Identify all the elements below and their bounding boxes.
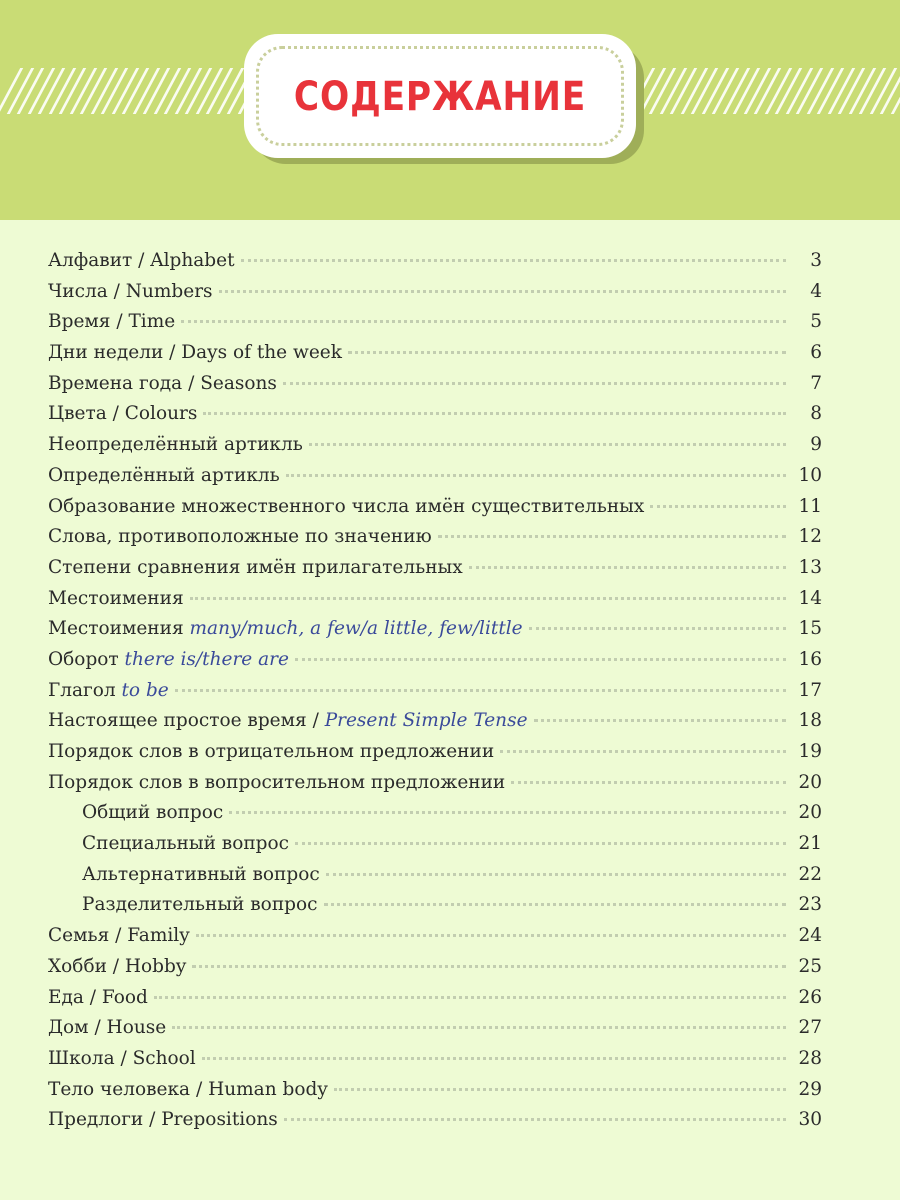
decorative-stripes-right [632, 68, 900, 114]
dot-leader [284, 1118, 786, 1121]
toc-entry [48, 246, 822, 277]
toc-entry [48, 461, 822, 492]
dot-leader [438, 535, 786, 538]
toc-entry [48, 522, 822, 553]
dot-leader [154, 996, 786, 999]
toc-entry-text: Порядок слов в отрицательном предложении [48, 741, 495, 762]
dot-leader [203, 412, 786, 415]
toc-entry-label [48, 737, 494, 768]
toc-page-number: 18 [798, 710, 822, 732]
toc-entry-label [48, 246, 235, 277]
toc-page-number: 7 [810, 372, 822, 394]
dot-leader [469, 566, 786, 569]
toc-entry-italic-term: Present Simple Tense [324, 710, 528, 732]
toc-page-number: 14 [798, 587, 822, 609]
header-band [0, 0, 900, 220]
toc-page-number: 27 [798, 1017, 822, 1039]
toc-entry [48, 676, 822, 707]
toc-entry-label [48, 277, 213, 308]
toc-subentry [48, 798, 822, 829]
toc-entry-label [48, 614, 523, 645]
toc-entry-text: Общий вопрос [82, 802, 224, 824]
dot-leader [529, 627, 786, 630]
dot-leader [295, 658, 786, 661]
toc-entry [48, 369, 822, 400]
dot-leader [324, 903, 787, 906]
toc-page-number: 3 [810, 250, 822, 271]
toc-page-number: 5 [810, 311, 822, 333]
toc-page-number: 20 [798, 771, 822, 793]
toc-entry-text: Еда / Food [48, 986, 148, 1008]
toc-entry [48, 584, 822, 615]
toc-page-number: 29 [798, 1078, 822, 1100]
toc-entry-label [48, 676, 169, 707]
dot-leader [241, 259, 786, 262]
toc-entry [48, 1013, 822, 1044]
dot-leader [326, 873, 786, 876]
toc-entry-label [48, 890, 318, 921]
toc-entry-text: Числа / Numbers [48, 280, 213, 302]
toc-entry-label [48, 798, 223, 829]
toc-entry [48, 1044, 822, 1075]
toc-entry-label [48, 1013, 166, 1044]
toc-entry [48, 553, 822, 584]
toc-entry-text: Порядок слов в вопросительном предложении [48, 771, 506, 793]
toc-page-number: 20 [798, 802, 822, 824]
toc-entry [48, 338, 822, 369]
toc-entry-text: Определённый артикль [48, 464, 280, 486]
toc-entry-label [48, 1105, 278, 1136]
toc-entry-label [48, 768, 505, 799]
toc-entry-label [48, 1075, 328, 1106]
toc-entry-text: Время / Time [48, 311, 176, 333]
toc-entry-text: Времена года / Seasons [48, 372, 277, 394]
toc-entry [48, 768, 822, 799]
toc-entry-text: Настоящее простое время / [48, 710, 325, 732]
dot-leader [196, 934, 786, 937]
toc-entry-text: Степени сравнения имён прилагательных [48, 556, 463, 578]
toc-entry-text: Местоимения [48, 587, 184, 609]
toc-entry-label [48, 983, 148, 1014]
toc-entry-label [48, 492, 644, 523]
toc-page-number: 23 [798, 894, 822, 916]
toc-entry-label [48, 584, 184, 615]
toc-entry-label [48, 645, 289, 676]
dot-leader [286, 474, 786, 477]
toc-page-number: 24 [798, 925, 822, 947]
dot-leader [229, 811, 786, 814]
toc-entry-label [48, 553, 463, 584]
dot-leader [172, 1026, 786, 1029]
toc-subentry [48, 829, 822, 860]
decorative-stripes-left [0, 68, 250, 114]
toc-entry [48, 614, 822, 645]
dot-leader [650, 505, 786, 508]
toc-entry-label [48, 921, 190, 952]
toc-entry-text: Тело человека / Human body [48, 1078, 328, 1100]
toc-page-number: 6 [810, 342, 822, 364]
toc-entry-italic-term: there is/there are [124, 648, 289, 670]
toc-entry [48, 921, 822, 952]
dot-leader [202, 1057, 786, 1060]
toc-entry [48, 737, 822, 768]
toc-entry-text: Семья / Family [48, 925, 190, 947]
toc-entry [48, 1105, 822, 1136]
toc-entry-text: Слова, противоположные по значению [48, 526, 432, 548]
toc-entry-label [48, 1044, 196, 1075]
toc-entry-label [48, 829, 289, 860]
toc-entry [48, 952, 822, 983]
toc-entry [48, 983, 822, 1014]
toc-entry-italic-term: to be [121, 679, 169, 701]
toc-page-number: 15 [798, 618, 822, 640]
toc-page-number: 13 [798, 556, 822, 578]
dot-leader [192, 965, 786, 968]
dot-leader [511, 781, 786, 784]
toc-entry-text: Цвета / Colours [48, 403, 198, 425]
toc-page-number: 16 [798, 648, 822, 670]
toc-page-number: 25 [798, 955, 822, 977]
toc-entry-text: Хобби / Hobby [48, 955, 187, 977]
toc-entry [48, 1075, 822, 1106]
toc-entry-label [48, 706, 528, 737]
toc-entry [48, 399, 822, 430]
toc-entry-text: Специальный вопрос [82, 833, 290, 855]
toc-page-number: 10 [798, 464, 822, 486]
toc-entry-text: Дом / House [48, 1017, 167, 1039]
toc-entry-text: Местоимения [48, 618, 190, 640]
toc-page-number: 30 [798, 1109, 822, 1131]
toc-entry [48, 706, 822, 737]
dot-leader [283, 382, 786, 385]
toc-entry-text: Предлоги / Prepositions [48, 1109, 278, 1131]
toc-entry-label [48, 307, 175, 338]
toc-page-number: 9 [810, 434, 822, 456]
dot-leader [181, 320, 786, 323]
toc-entry-label [48, 369, 277, 400]
toc-page-number: 17 [798, 679, 822, 701]
dot-leader [295, 842, 786, 845]
toc-entry-text: Глагол [48, 679, 122, 701]
toc-page-number: 4 [810, 280, 822, 302]
toc-entry-text: Разделительный вопрос [82, 894, 318, 916]
toc-entry-label [48, 952, 186, 983]
toc-page-number: 28 [798, 1047, 822, 1069]
dot-leader [534, 719, 786, 722]
toc-entry-text: Школа / School [48, 1047, 196, 1069]
toc-entry [48, 645, 822, 676]
toc-page-number: 26 [798, 986, 822, 1008]
title-badge [244, 34, 636, 158]
toc-entry-text: Образование множественного числа имён существительных [48, 495, 645, 517]
toc-entry-italic-term: many/much, a few/a little, few/little [189, 618, 523, 640]
toc-page-number: 19 [798, 741, 822, 762]
toc-subentry [48, 860, 822, 891]
dot-leader [500, 750, 786, 753]
dot-leader [334, 1088, 786, 1091]
dot-leader [219, 290, 786, 293]
dot-leader [175, 689, 786, 692]
toc-entry-text: Неопределённый артикль [48, 434, 303, 456]
dot-leader [190, 597, 786, 600]
table-of-contents [48, 246, 822, 1136]
toc-entry-text: Оборот [48, 648, 125, 670]
toc-page-number: 12 [798, 526, 822, 548]
toc-entry-text: Альтернативный вопрос [82, 863, 320, 885]
toc-entry [48, 492, 822, 523]
toc-page-number: 21 [798, 833, 822, 855]
toc-entry [48, 277, 822, 308]
page-title: СОДЕРЖАНИЕ [293, 74, 587, 120]
dot-leader [348, 351, 786, 354]
dot-leader [309, 443, 786, 446]
toc-page-number: 11 [798, 495, 822, 517]
toc-subentry [48, 890, 822, 921]
toc-page-number: 22 [798, 863, 822, 885]
toc-entry-label [48, 430, 303, 461]
toc-entry-label [48, 522, 432, 553]
toc-entry-label [48, 338, 342, 369]
toc-entry-text: Дни недели / Days of the week [48, 342, 342, 364]
toc-entry-label [48, 860, 320, 891]
toc-entry-text: Алфавит / Alphabet [48, 250, 235, 271]
toc-entry [48, 430, 822, 461]
toc-entry-label [48, 399, 197, 430]
toc-entry-label [48, 461, 280, 492]
toc-entry [48, 307, 822, 338]
toc-page-number: 8 [810, 403, 822, 425]
